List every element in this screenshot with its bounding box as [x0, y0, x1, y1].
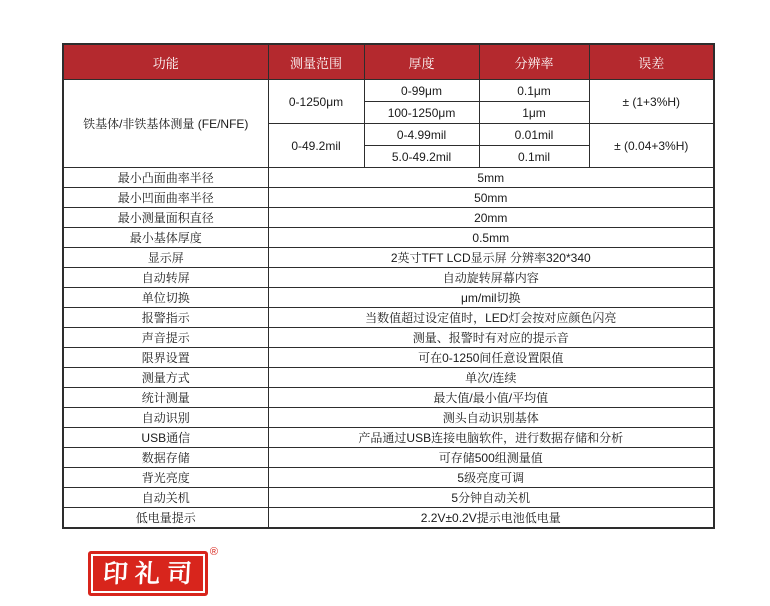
header-col-error: 误差 [589, 44, 714, 80]
thickness-cell: 0-4.99mil [364, 124, 479, 146]
spec-value: 当数值超过设定值时，LED灯会按对应颜色闪亮 [268, 308, 714, 328]
spec-value: 2英寸TFT LCD显示屏 分辨率320*340 [268, 248, 714, 268]
error-cell-um: ± (1+3%H) [589, 80, 714, 124]
spec-value: 50mm [268, 188, 714, 208]
spec-label: 测量方式 [63, 368, 268, 388]
resolution-cell: 0.1mil [479, 146, 589, 168]
spec-label: 背光亮度 [63, 468, 268, 488]
spec-value: 测量、报警时有对应的提示音 [268, 328, 714, 348]
spec-value: 最大值/最小值/平均值 [268, 388, 714, 408]
function-cell: 铁基体/非铁基体测量 (FE/NFE) [63, 80, 268, 168]
spec-row [63, 508, 714, 529]
spec-row [63, 288, 714, 308]
spec-value: 单次/连续 [268, 368, 714, 388]
spec-label: USB通信 [63, 428, 268, 448]
spec-row [63, 248, 714, 268]
spec-value: 5mm [268, 168, 714, 188]
range-cell-um: 0-1250μm [268, 80, 364, 124]
spec-value: μm/mil切换 [268, 288, 714, 308]
spec-value: 测头自动识别基体 [268, 408, 714, 428]
spec-value: 20mm [268, 208, 714, 228]
spec-value: 0.5mm [268, 228, 714, 248]
spec-row [63, 348, 714, 368]
spec-label: 最小基体厚度 [63, 228, 268, 248]
error-cell-mil: ± (0.04+3%H) [589, 124, 714, 168]
header-col-range: 测量范围 [268, 44, 364, 80]
thickness-cell: 100-1250μm [364, 102, 479, 124]
spec-value: 产品通过USB连接电脑软件，进行数据存储和分析 [268, 428, 714, 448]
spec-row [63, 428, 714, 448]
brand-logo [88, 546, 218, 596]
spec-value: 5级亮度可调 [268, 468, 714, 488]
spec-row [63, 168, 714, 188]
spec-row [63, 208, 714, 228]
spec-row [63, 328, 714, 348]
spec-row [63, 408, 714, 428]
spec-row [63, 268, 714, 288]
thickness-cell: 5.0-49.2mil [364, 146, 479, 168]
spec-row [63, 308, 714, 328]
spec-label: 自动识别 [63, 408, 268, 428]
thickness-cell: 0-99μm [364, 80, 479, 102]
header-col-function: 功能 [63, 44, 268, 80]
spec-value: 可在0-1250间任意设置限值 [268, 348, 714, 368]
spec-label: 自动关机 [63, 488, 268, 508]
spec-row [63, 368, 714, 388]
spec-row [63, 448, 714, 468]
spec-label: 最小凸面曲率半径 [63, 168, 268, 188]
spec-label: 最小测量面积直径 [63, 208, 268, 228]
spec-rows-body [63, 168, 714, 529]
spec-row [63, 228, 714, 248]
spec-row [63, 468, 714, 488]
spec-value: 2.2V±0.2V提示电池低电量 [268, 508, 714, 529]
spec-label: 报警指示 [63, 308, 268, 328]
resolution-cell: 0.1μm [479, 80, 589, 102]
spec-value: 可存储500组测量值 [268, 448, 714, 468]
measurement-block-body [63, 80, 714, 168]
spec-value: 5分钟自动关机 [268, 488, 714, 508]
spec-label: 声音提示 [63, 328, 268, 348]
resolution-cell: 1μm [479, 102, 589, 124]
resolution-cell: 0.01mil [479, 124, 589, 146]
spec-label: 低电量提示 [63, 508, 268, 529]
spec-label: 限界设置 [63, 348, 268, 368]
header-col-thickness: 厚度 [364, 44, 479, 80]
range-cell-mil: 0-49.2mil [268, 124, 364, 168]
header-row [63, 44, 714, 80]
spec-label: 单位切换 [63, 288, 268, 308]
spec-label: 最小凹面曲率半径 [63, 188, 268, 208]
spec-label: 数据存储 [63, 448, 268, 468]
table-header [63, 44, 714, 80]
spec-label: 统计测量 [63, 388, 268, 408]
spec-row [63, 388, 714, 408]
brand-logo-text: 印礼司 [102, 559, 200, 588]
spec-label: 自动转屏 [63, 268, 268, 288]
header-col-resolution: 分辨率 [479, 44, 589, 80]
spec-table [62, 43, 715, 529]
spec-value: 自动旋转屏幕内容 [268, 268, 714, 288]
spec-row [63, 488, 714, 508]
registered-trademark-icon: ® [209, 546, 218, 558]
spec-label: 显示屏 [63, 248, 268, 268]
spec-row [63, 188, 714, 208]
measurement-row [63, 80, 714, 102]
